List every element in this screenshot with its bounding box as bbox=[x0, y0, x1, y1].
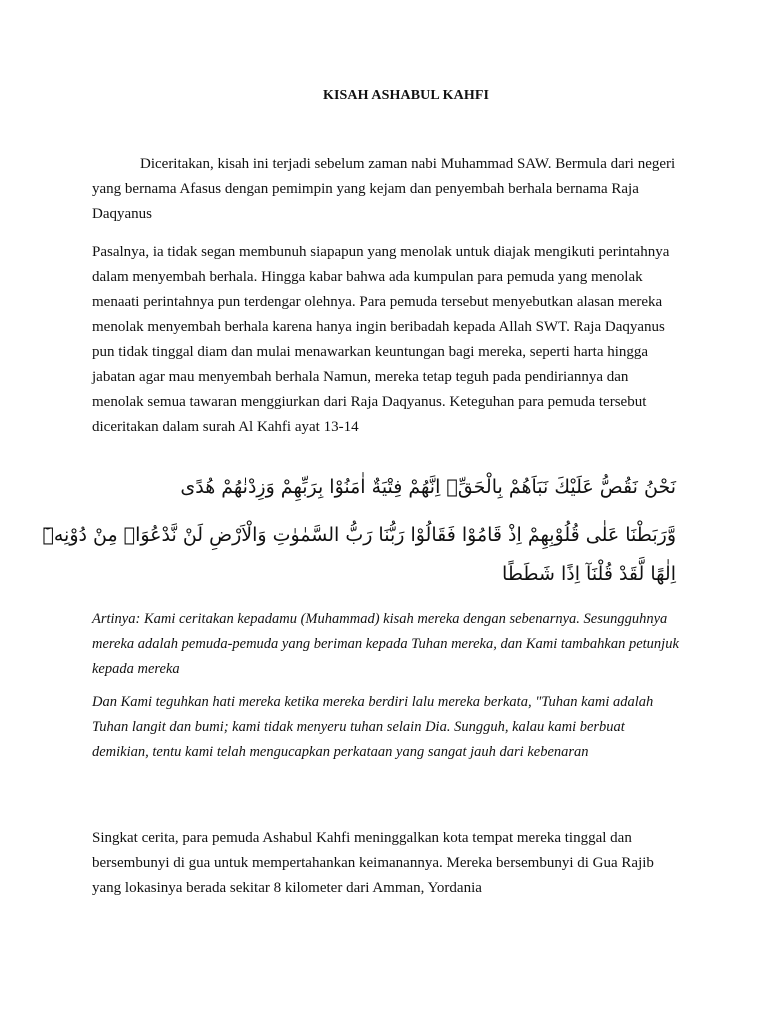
translation-verse-14: Dan Kami teguhkan hati mereka ketika mereka berdiri lalu mereka berkata, "Tuhan kami adalah Tuhan langit dan bumi; kami tidak menyeru tuhan selain Dia. Sungguh, kalau kami berbuat demikian, tentu kami telah mengucapkan perkataan yang sangat jauh dari kebenaran bbox=[92, 694, 654, 760]
arabic-verse-line-3: اِلٰهًا لَّقَدْ قُلْنَآ اِذًا شَطَطًا bbox=[502, 563, 676, 585]
translation-verse-13: Artinya: Kami ceritakan kepadamu (Muhammad) kisah mereka dengan sebenarnya. Sesungguhnya mereka adalah pemuda-pemuda yang beriman kepada Tuhan mereka, dan Kami tambahkan petunjuk kepada mereka bbox=[92, 611, 679, 677]
document-title: KISAH ASHABUL KAHFI bbox=[322, 88, 490, 103]
arabic-verse-line-2: وَّرَبَطْنَا عَلٰى قُلُوْبِهِمْ اِذْ قَامُوْا فَقَالُوْا رَبُّنَا رَبُّ السَّمٰوٰتِ وَالْاَرْضِ لَنْ نَّدْعُوَا۟ مِنْ دُوْنِهٖٓ bbox=[42, 524, 676, 546]
paragraph-intro: Diceritakan, kisah ini terjadi sebelum zaman nabi Muhammad SAW. Bermula dari negeri yang bernama Afasus dengan pemimpin yang kejam dan penyembah berhala bernama Raja Daqyanus bbox=[92, 156, 676, 222]
paragraph-story: Pasalnya, ia tidak segan membunuh siapapun yang menolak untuk diajak mengikuti perintahnya dalam menyembah berhala. Hingga kabar bahwa ada kumpulan para pemuda yang menolak menaati perintahnya pun terdengar olehnya. Para pemuda tersebut menyebutkan alasan mereka menolak menyembah berhala karena hanya ingin beribadah kepada Allah SWT. Raja Daqyanus pun tidak tinggal diam dan mulai menawarkan keuntungan bagi mereka, seperti harta hingga jabatan agar mau menyembah berhala Namun, mereka tetap teguh pada pendiriannya dan menolak semua tawaran menggiurkan dari Raja Daqyanus. Keteguhan para pemuda tersebut diceritakan dalam surah Al Kahfi ayat 13-14 bbox=[92, 244, 670, 435]
paragraph-conclusion: Singkat cerita, para pemuda Ashabul Kahfi meninggalkan kota tempat mereka tinggal dan bersembunyi di gua untuk mempertahankan keimanannya. Mereka bersembunyi di Gua Rajib yang lokasinya berada sekitar 8 kilometer dari Amman, Yordania bbox=[92, 830, 654, 896]
arabic-verse-line-1: نَحْنُ نَقُصُّ عَلَيْكَ نَبَاَهُمْ بِالْحَقِّۗ اِنَّهُمْ فِتْيَةٌ اٰمَنُوْا بِرَبِّهِمْ وَزِدْنٰهُمْ هُدًى bbox=[180, 476, 676, 498]
